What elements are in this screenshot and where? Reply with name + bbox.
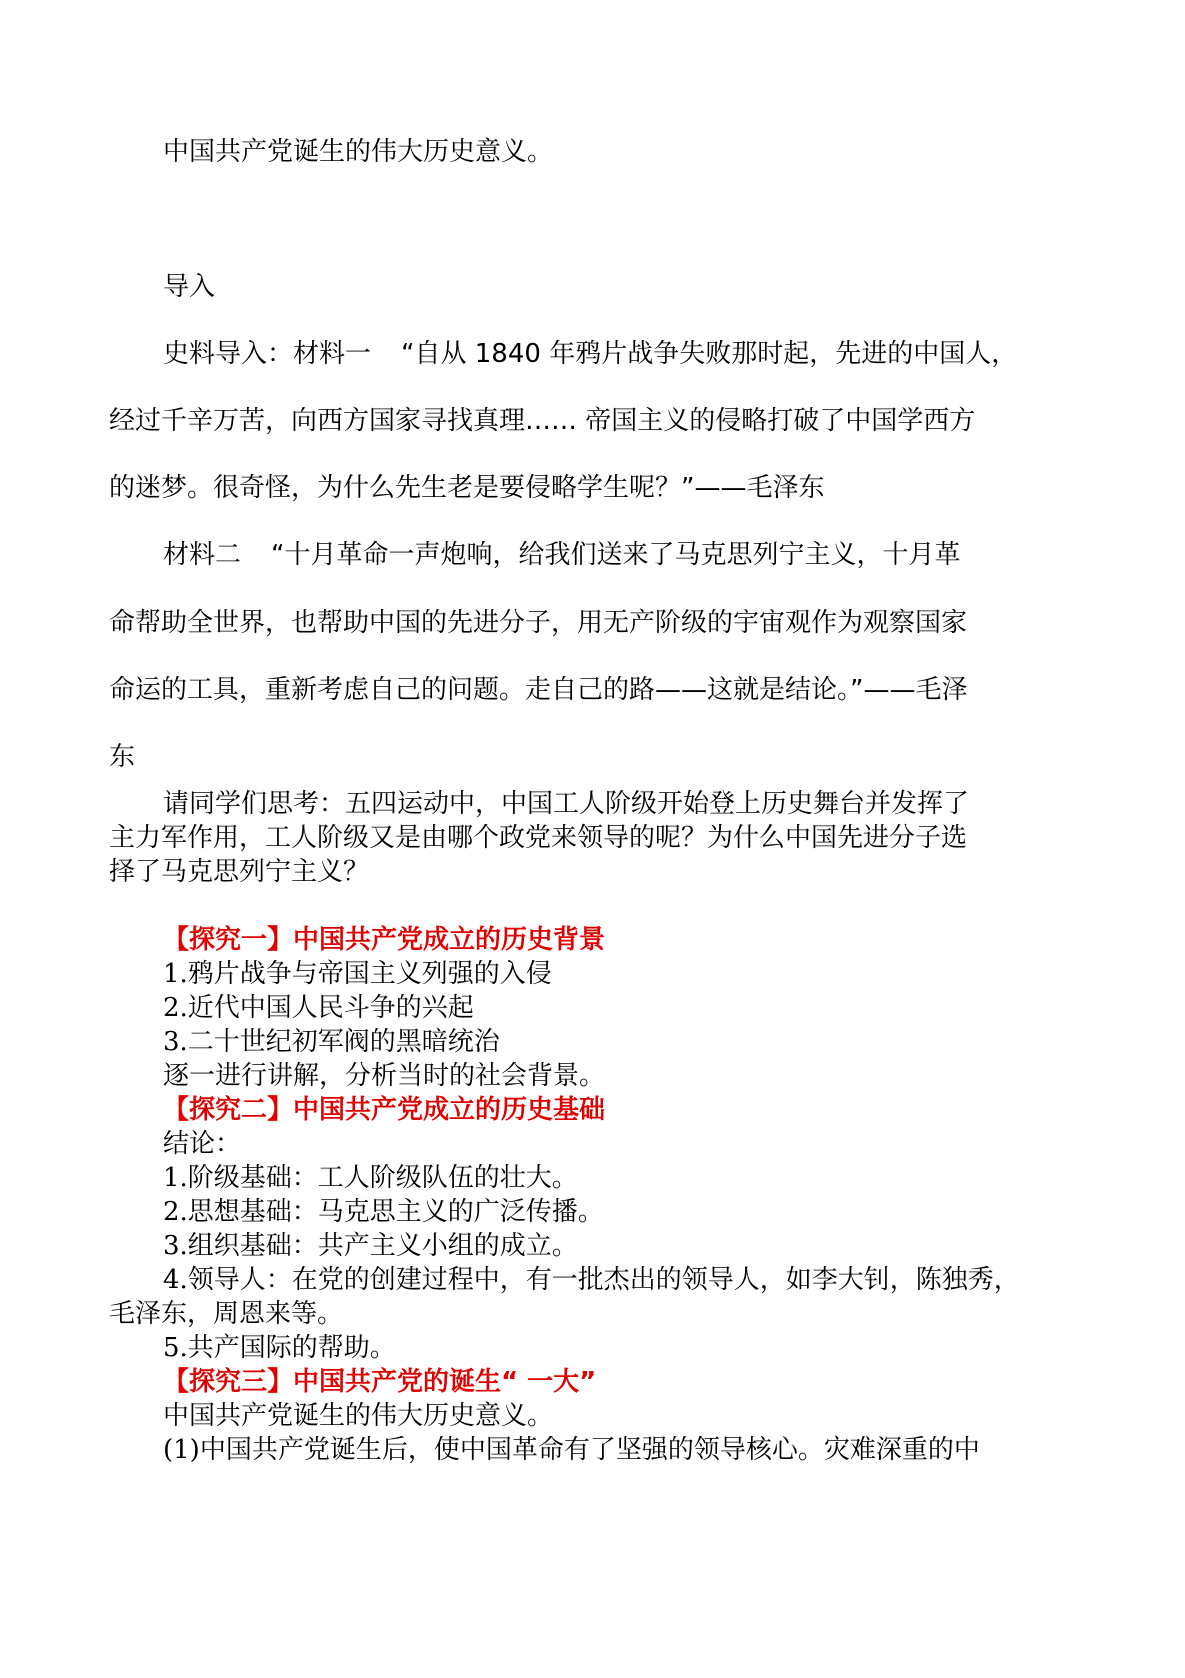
list-item: 4.领导人：在党的创建过程中，有一批杰出的领导人，如李大钊，陈独秀， <box>163 1265 1020 1295</box>
intro-title: 导入 <box>163 272 216 302</box>
list-item: 2.思想基础：马克思主义的广泛传播。 <box>163 1197 604 1227</box>
material-one-line2: 经过千辛万苦，向西方国家寻找真理…… 帝国主义的侵略打破了中国学西方 <box>109 406 976 436</box>
material-two-text: “十月革命一声炮响，给我们送来了马克思列宁主义，十月革 <box>271 540 961 570</box>
material-prefix: 史料导入： <box>163 339 294 369</box>
list-item: 3.二十世纪初军阀的黑暗统治 <box>163 1027 500 1057</box>
list-item-continuation: 毛泽东，周恩来等。 <box>109 1299 344 1329</box>
material-two-label: 材料二 <box>163 540 242 570</box>
conclusion-label: 结论： <box>163 1129 242 1159</box>
think-line1: 请同学们思考：五四运动中，中国工人阶级开始登上历史舞台并发挥了 <box>163 789 970 819</box>
list-item: 2.近代中国人民斗争的兴起 <box>163 993 474 1023</box>
explore-one-title: 【探究一】中国共产党成立的历史背景 <box>163 925 606 955</box>
list-item: 1.鸦片战争与帝国主义列强的入侵 <box>163 959 552 989</box>
material-two-line4: 东 <box>109 742 136 772</box>
think-line3: 择了马克思列宁主义？ <box>109 857 370 887</box>
material-two-line1 <box>163 534 961 571</box>
list-item: 5.共产国际的帮助。 <box>163 1333 396 1363</box>
material-one-label: 材料一 <box>293 339 372 369</box>
heading-line: 中国共产党诞生的伟大历史意义。 <box>163 137 554 167</box>
material-one-line3: 的迷梦。很奇怪，为什么先生老是要侵略学生呢？”——毛泽东 <box>109 473 825 503</box>
material-one-line1 <box>163 333 1017 370</box>
list-item: 3.组织基础：共产主义小组的成立。 <box>163 1231 578 1261</box>
material-one-text: “自从 1840 年鸦片战争失败那时起，先进的中国人， <box>401 339 1018 369</box>
explore-two-title: 【探究二】中国共产党成立的历史基础 <box>163 1095 606 1125</box>
material-two-line3: 命运的工具，重新考虑自己的问题。走自己的路——这就是结论。”——毛泽 <box>109 675 968 705</box>
explore-one-summary: 逐一进行讲解，分析当时的社会背景。 <box>163 1061 606 1091</box>
think-line2: 主力军作用，工人阶级又是由哪个政党来领导的呢？为什么中国先进分子选 <box>109 823 968 853</box>
explore-three-line1: 中国共产党诞生的伟大历史意义。 <box>163 1401 554 1431</box>
list-item: 1.阶级基础：工人阶级队伍的壮大。 <box>163 1163 578 1193</box>
explore-three-line2: (1)中国共产党诞生后，使中国革命有了坚强的领导核心。灾难深重的中 <box>163 1435 980 1465</box>
explore-three-title: 【探究三】中国共产党的诞生“ 一大” <box>163 1367 597 1397</box>
material-two-line2: 命帮助全世界，也帮助中国的先进分子，用无产阶级的宇宙观作为观察国家 <box>109 608 968 638</box>
